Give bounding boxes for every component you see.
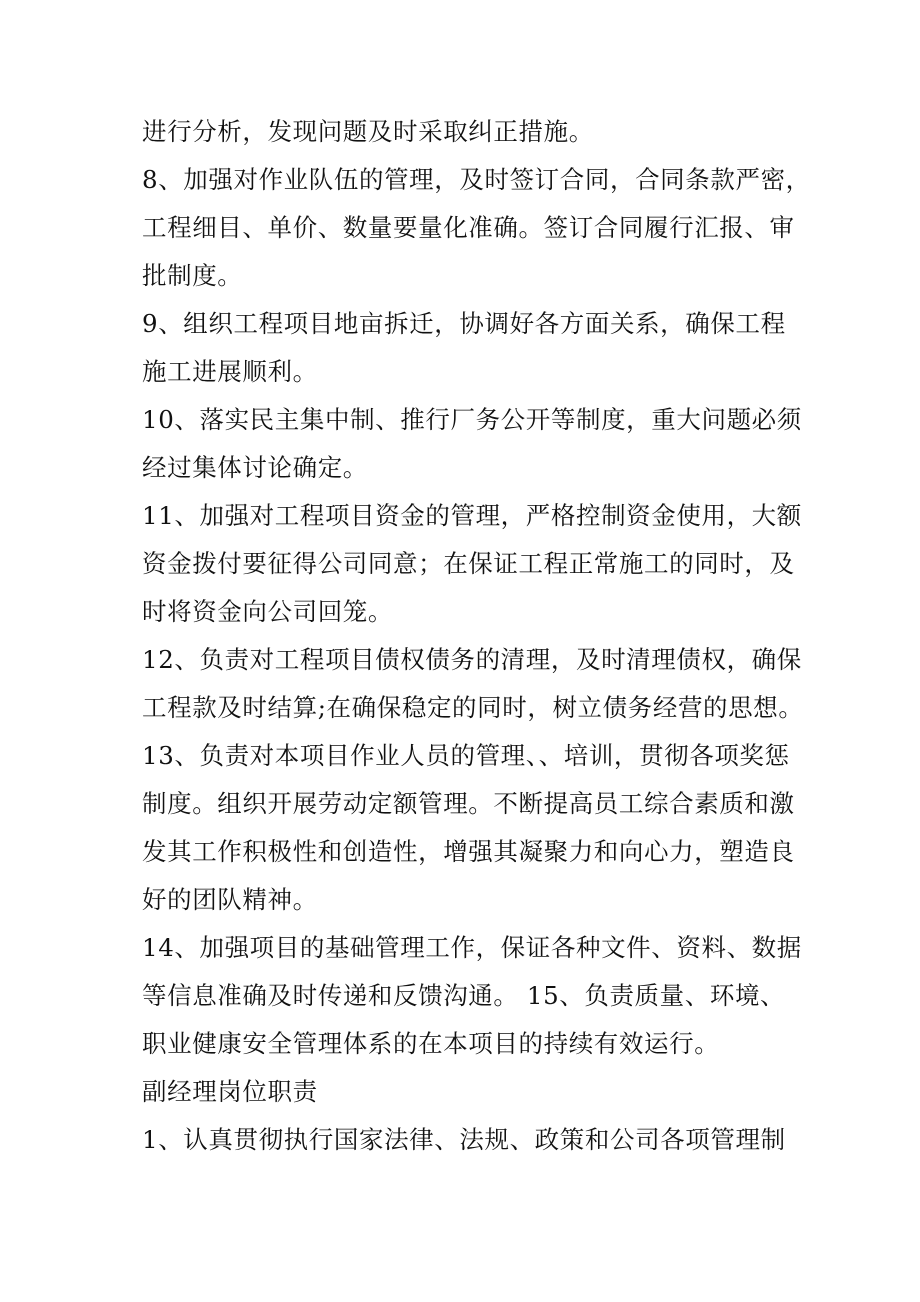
- text-line: 批制度。: [142, 261, 243, 290]
- text-line: 进行分析，发现问题及时采取纠正措施。: [142, 117, 594, 146]
- text-line: 制度。组织开展劳动定额管理。不断提高员工综合素质和激: [142, 789, 795, 818]
- document-body: [142, 108, 811, 1164]
- text-line: 资金拨付要征得公司同意；在保证工程正常施工的同时，及: [142, 549, 795, 578]
- text-line: 1、认真贯彻执行国家法律、法规、政策和公司各项管理制: [142, 1125, 786, 1154]
- section-heading: 副经理岗位职责: [142, 1077, 318, 1106]
- text-line: 好的团队精神。: [142, 885, 318, 914]
- text-line: 职业健康安全管理体系的在本项目的持续有效运行。: [142, 1029, 720, 1058]
- text-line: 13、负责对本项目作业人员的管理、、培训，贯彻各项奖惩: [142, 741, 790, 770]
- text-line: 14、加强项目的基础管理工作，保证各种文件、资料、数据: [142, 933, 802, 962]
- text-line: 11、加强对工程项目资金的管理，严格控制资金使用，大额: [142, 501, 802, 530]
- text-line: 工程款及时结算;在确保稳定的同时，树立债务经营的思想。: [142, 693, 804, 722]
- text-line: 8、加强对作业队伍的管理，及时签订合同，合同条款严密，: [142, 165, 811, 194]
- text-line: 施工进展顺利。: [142, 357, 318, 386]
- text-line: 工程细目、单价、数量要量化准确。签订合同履行汇报、审: [142, 213, 795, 242]
- text-line: 经过集体讨论确定。: [142, 453, 368, 482]
- text-line: 10、落实民主集中制、推行厂务公开等制度，重大问题必须: [142, 405, 802, 434]
- text-line: 时将资金向公司回笼。: [142, 597, 393, 626]
- text-line: 等信息准确及时传递和反馈沟通。 15、负责质量、环境、: [142, 981, 786, 1010]
- text-line: 9、组织工程项目地亩拆迁，协调好各方面关系，确保工程: [142, 309, 786, 338]
- text-line: 发其工作积极性和创造性，增强其凝聚力和向心力，塑造良: [142, 837, 795, 866]
- text-line: 12、负责对工程项目债权债务的清理，及时清理债权，确保: [142, 645, 802, 674]
